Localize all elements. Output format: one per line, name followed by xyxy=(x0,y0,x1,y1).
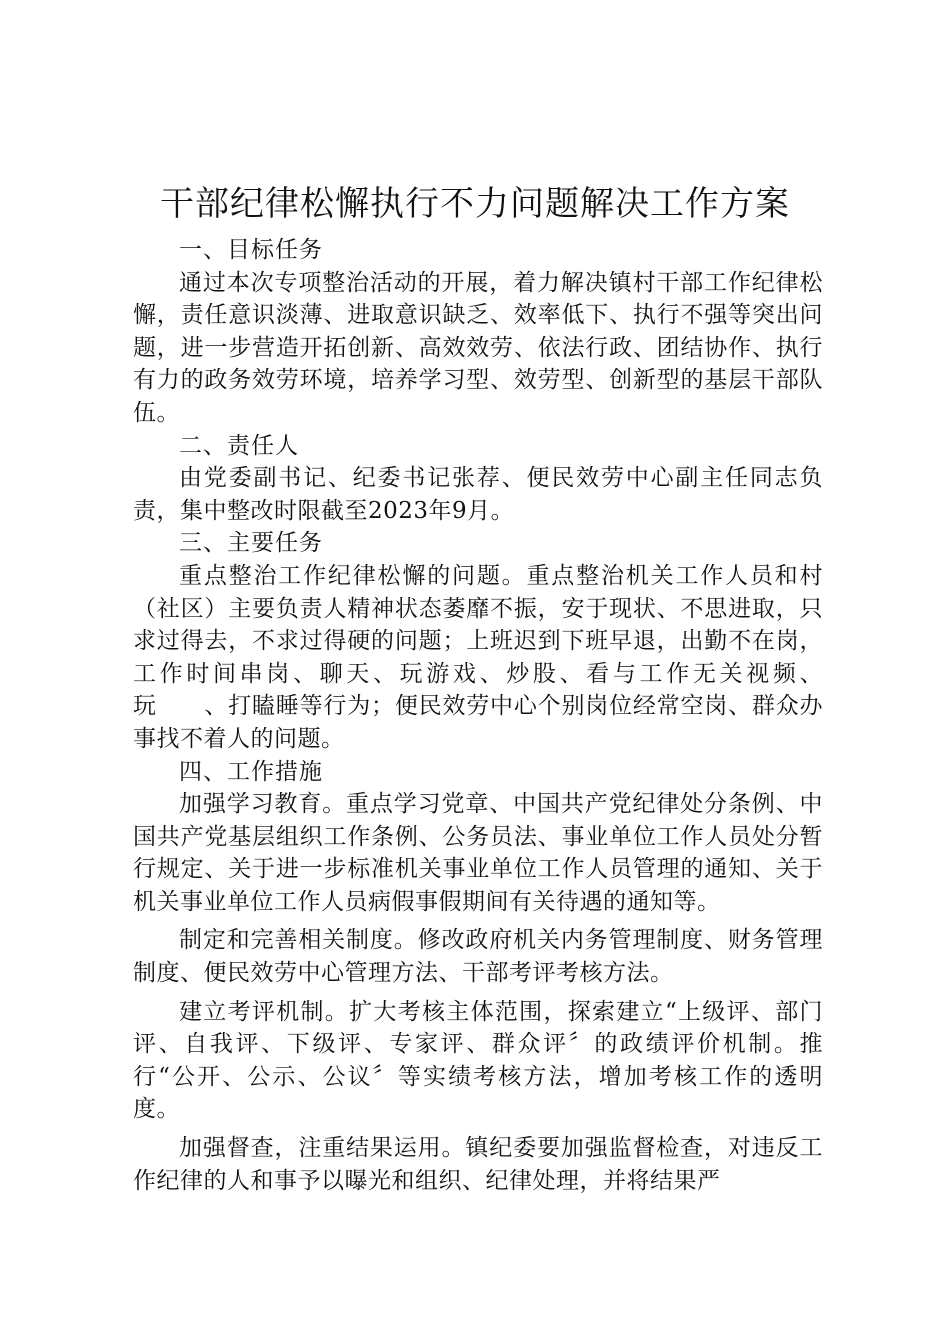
paragraph: 重点整治工作纪律松懈的问题。重点整治机关工作人员和村（社区）主要负责人精神状态萎靡不振，安于现状、不思进取，只求过得去，不求过得硬的问题；上班迟到下班早退，出勤不在岗，工作时间串岗、聊天、玩游戏、炒股、看与工作无关视频、玩 、打瞌睡等行为；便民效劳中心个别岗位经常空岗、群众办事找不着人的问题。 xyxy=(133,562,823,752)
paragraph: 由党委副书记、纪委书记张荐、便民效劳中心副主任同志负责，集中整改时限截至2023年9月。 xyxy=(133,465,823,524)
section-heading-main-tasks: 三、主要任务 xyxy=(179,530,323,557)
section-heading-measures: 四、工作措施 xyxy=(179,758,323,785)
document-title: 干部纪律松懈执行不力问题解决工作方案 xyxy=(160,184,790,224)
paragraph: 建立考评机制。扩大考核主体范围，探索建立“上级评、部门评、自我评、下级评、专家评、群众评〞的政绩评价机制。推行“公开、公示、公议〞等实绩考核方法，增加考核工作的透明度。 xyxy=(133,998,823,1123)
paragraph: 制定和完善相关制度。修改政府机关内务管理制度、财务管理制度、便民效劳中心管理方法、干部考评考核方法。 xyxy=(133,927,823,987)
section-heading-responsible: 二、责任人 xyxy=(179,432,299,459)
paragraph: 通过本次专项整治活动的开展，着力解决镇村干部工作纪律松懈，责任意识淡薄、进取意识缺乏、效率低下、执行不强等突出问题，进一步营造开拓创新、高效效劳、依法行政、团结协作、执行有力的政务效劳环境，培养学习型、效劳型、创新型的基层干部队伍。 xyxy=(133,269,823,426)
section-heading-goals: 一、目标任务 xyxy=(179,237,323,263)
document-body xyxy=(133,234,823,1197)
paragraph: 加强督查，注重结果运用。镇纪委要加强监督检查，对违反工作纪律的人和事予以曝光和组织、纪律处理，并将结果严 xyxy=(133,1135,823,1194)
paragraph: 加强学习教育。重点学习党章、中国共产党纪律处分条例、中国共产党基层组织工作条例、公务员法、事业单位工作人员处分暂行规定、关于进一步标准机关事业单位工作人员管理的通知、关于机关事业单位工作人员病假事假期间有关待遇的通知等。 xyxy=(133,791,823,915)
